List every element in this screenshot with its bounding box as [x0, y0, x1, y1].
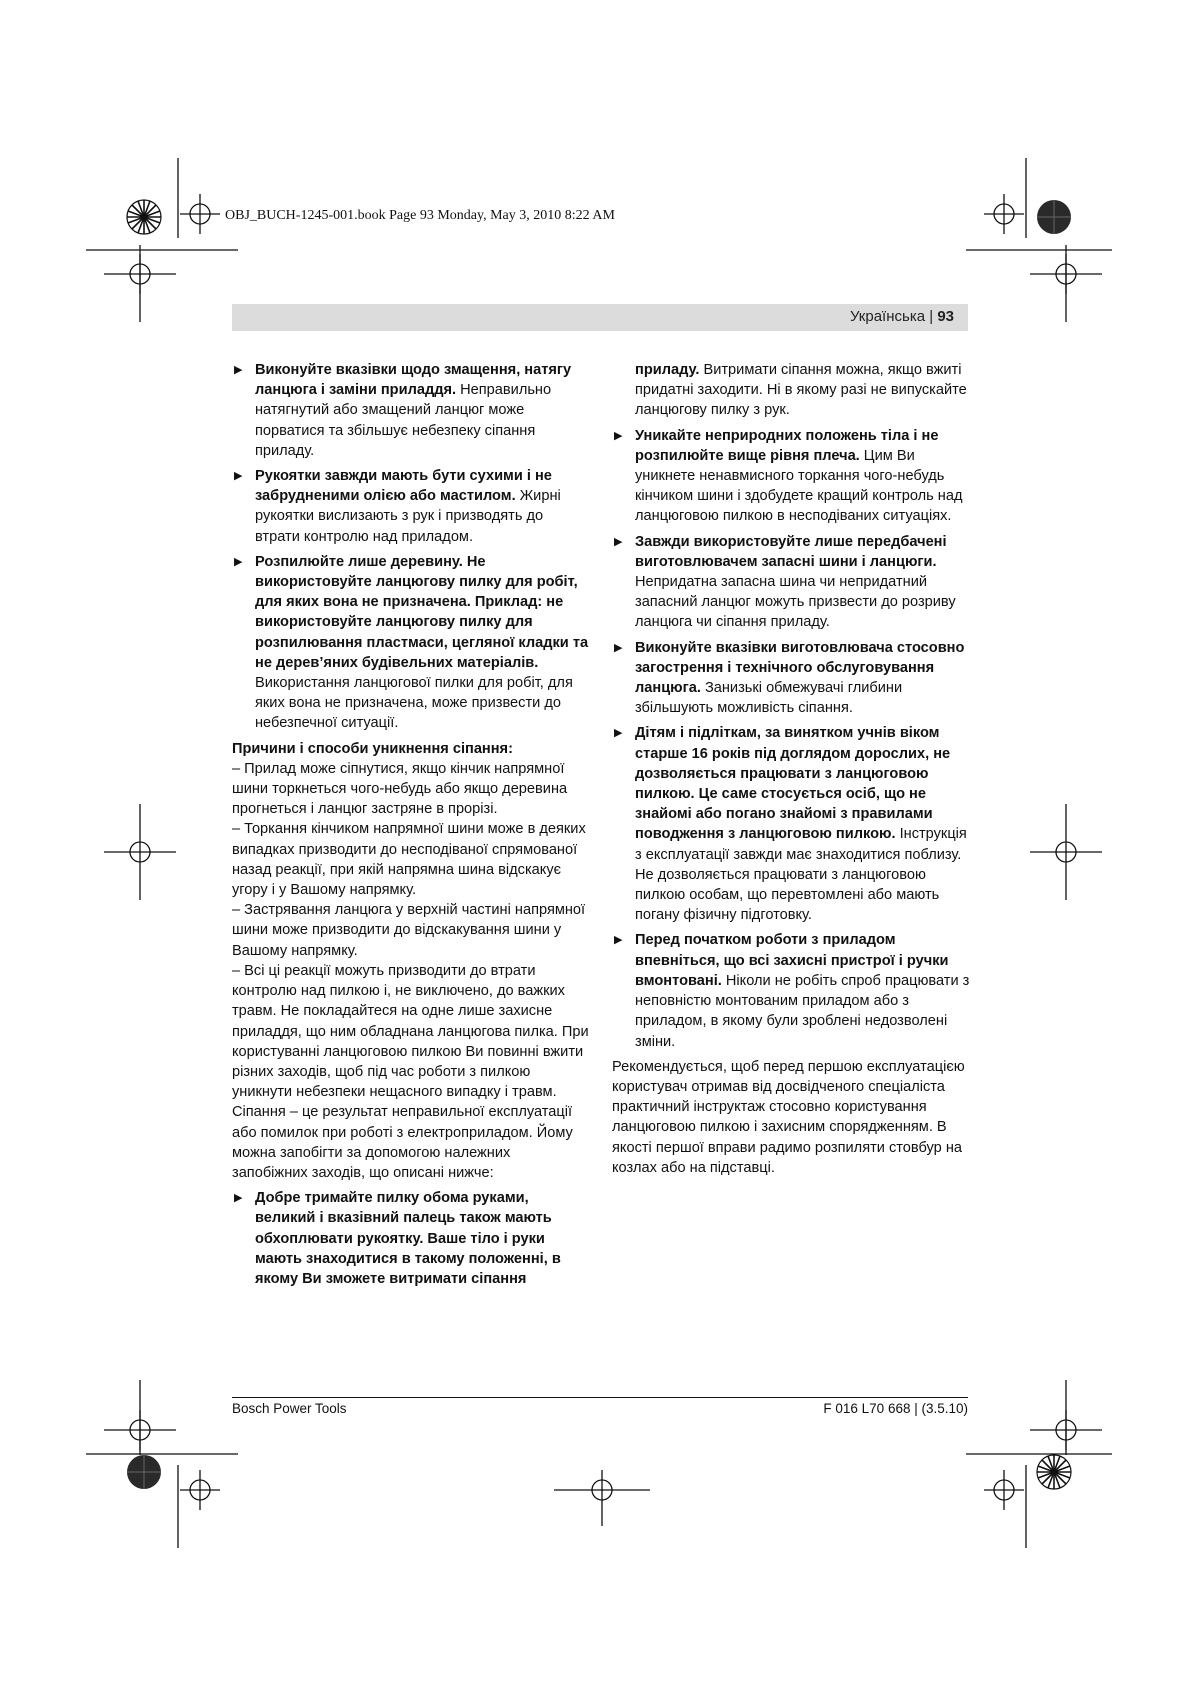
safety-item-text: Непридатна запасна шина чи непридатний запасний ланцюг можуть призвести до розриву ланцюга чи сіпання приладу.	[635, 574, 956, 631]
header-language: Українська	[849, 308, 926, 325]
footer-divider	[232, 1397, 968, 1398]
safety-item-text: Занизькі обмежувачі глибини збільшують можливість сіпання.	[635, 680, 903, 717]
bullet-arrow-icon: ▶	[614, 429, 623, 442]
print-slug: OBJ_BUCH-1245-001.book Page 93 Monday, May 3, 2010 8:22 AM	[225, 208, 615, 223]
footer-doc-code: F 016 L70 668 | (3.5.10)	[823, 1401, 968, 1416]
bullet-arrow-icon: ▶	[614, 934, 623, 947]
kickback-heading: Причини і способи уникнення сіпання:	[232, 740, 513, 757]
safety-item-bold: Розпилюйте лише деревину. Не використовуйте ланцюгову пилку для робіт, для яких вона не призначена. Приклад: не використовуйте ланцюгову пилку для розпилювання пластмаси, цегляної кладки та не дерев’яних будівельних матеріалів.	[255, 553, 589, 671]
safety-item-bold: приладу.	[635, 362, 700, 378]
bullet-arrow-icon: ▶	[614, 535, 623, 548]
bullet-arrow-icon: ▶	[614, 641, 623, 654]
kickback-line: – Всі ці реакції можуть призводити до втрати контролю над пилкою і, не виключено, до важких травм. Не покладайтеся на одне лише захисне приладдя, що ним обладнана ланцюгова пилка. При користуванні ланцюговою пилкою Ви повинні вжити різних заходів, щоб під час роботи з пилкою уникнути небезпеки нещасного випадку і травм. Сіпання – це результат неправильної експлуатації або помилок при роботі з електроприладом. Йому можна запобігти за допомогою належних запобіжних заходів, що описані нижче:	[232, 962, 589, 1181]
bullet-arrow-icon: ▶	[614, 727, 623, 740]
header-separator: |	[929, 308, 934, 325]
safety-item-bold: Виконуйте вказівки щодо змащення, натягу ланцюга і заміни приладдя.	[255, 362, 572, 399]
safety-item	[612, 426, 970, 527]
safety-item	[232, 466, 590, 547]
safety-item-text: Неправильно натягнутий або змащений ланцюг може порватися та збільшує небезпеку сіпання приладу.	[255, 382, 552, 459]
safety-item-bold: Добре тримайте пилку обома руками, великий і вказівний палець також мають обхоплювати рукоятку. Ваше тіло і руки мають знаходитися в такому положенні, в якому Ви зможете витримати сіпання	[255, 1190, 561, 1287]
bullet-arrow-icon: ▶	[234, 1192, 243, 1205]
safety-item-text: Цим Ви уникнете ненавмисного торкання чого-небудь кінчиком шини і здобудете кращий контроль над ланцюговою пилкою в несподіваних ситуаціях.	[635, 447, 963, 525]
recommendation-paragraph: Рекомендується, щоб перед першою експлуатацією користувач отримав від досвідченого спеціаліста практичний інструктаж стосовно користування ланцюговою пилкою і захисним спорядженням. В якості першої вправи радимо розпиляти стовбур на козлах або на підставці.	[612, 1058, 965, 1176]
safety-item-bold: Рукоятки завжди мають бути сухими і не забрудненими олією або мастилом.	[255, 468, 552, 505]
kickback-text	[232, 759, 590, 1183]
safety-item-text: Витримати сіпання можна, якщо вжиті придатні заходити. Ні в якому разі не випускайте ланцюгову пилку з рук.	[635, 362, 967, 419]
footer-brand: Bosch Power Tools	[232, 1401, 347, 1416]
safety-item-bold: Дітям і підліткам, за винятком учнів віком старше 16 років під доглядом дорослих, не дозволяється працювати з ланцюговою пилкою. Це саме стосується осіб, що не знайомі або погано знайомі з правилами поводження з ланцюговою пилкою.	[635, 725, 951, 843]
safety-item-bold: Перед початком роботи з приладом впевніться, що всі захисні пристрої і ручки вмонтовані.	[635, 932, 949, 989]
safety-item	[232, 552, 590, 734]
safety-item-text: Використання ланцюгової пилки для робіт, для яких вона не призначена, може призвести до небезпечної ситуації.	[255, 675, 573, 732]
safety-item-bold: Завжди використовуйте лише передбачені виготовлювачем запасні шини і ланцюги.	[635, 533, 947, 570]
safety-item-text: Інструкція з експлуатації завжди має знаходитися поблизу. Не дозволяється працювати з ланцюговою пилкою особам, що перевтомлені або мають погану фізичну підготовку.	[635, 826, 967, 924]
safety-item	[612, 638, 970, 719]
bullet-arrow-icon: ▶	[234, 470, 243, 483]
kickback-line: – Прилад може сіпнутися, якщо кінчик напрямної шини торкнеться чого-небудь або якщо деревина прогнеться і ланцюг застряне в прорізі.	[232, 760, 568, 818]
left-column	[232, 360, 590, 1294]
kickback-line: – Торкання кінчиком напрямної шини може в деяких випадках призводити до несподіваної спрямованої назад реакції, при якій напрямна шина відскакує угору і у Вашому напрямку.	[232, 821, 586, 899]
kickback-line: – Застрявання ланцюга у верхній частині напрямної шини може призводити до відскакування шини у Вашому напрямку.	[232, 902, 586, 959]
bullet-arrow-icon: ▶	[234, 364, 243, 376]
safety-item	[232, 360, 590, 461]
safety-item-bold: Уникайте неприродних положень тіла і не розпилюйте вище рівня плеча.	[635, 427, 939, 464]
safety-item	[612, 532, 970, 633]
header-title	[850, 308, 954, 325]
safety-item	[232, 1188, 590, 1289]
page-number: 93	[937, 308, 954, 325]
safety-item-text: Ніколи не робіть спроб працювати з неповністю монтованим приладом або з приладом, в якому були зроблені недозволені зміни.	[635, 972, 970, 1050]
bullet-arrow-icon: ▶	[234, 555, 243, 568]
safety-item	[612, 723, 970, 925]
right-column	[612, 360, 970, 1183]
safety-item-bold: Виконуйте вказівки виготовлювача стосовно загострення і технічного обслуговування ланцюга.	[635, 639, 965, 697]
page-header	[232, 304, 968, 331]
safety-item-continuation	[612, 360, 970, 421]
safety-item	[612, 930, 970, 1051]
safety-item-text: Жирні рукоятки вислизають з рук і призводять до втрати контролю над приладом.	[255, 488, 561, 545]
